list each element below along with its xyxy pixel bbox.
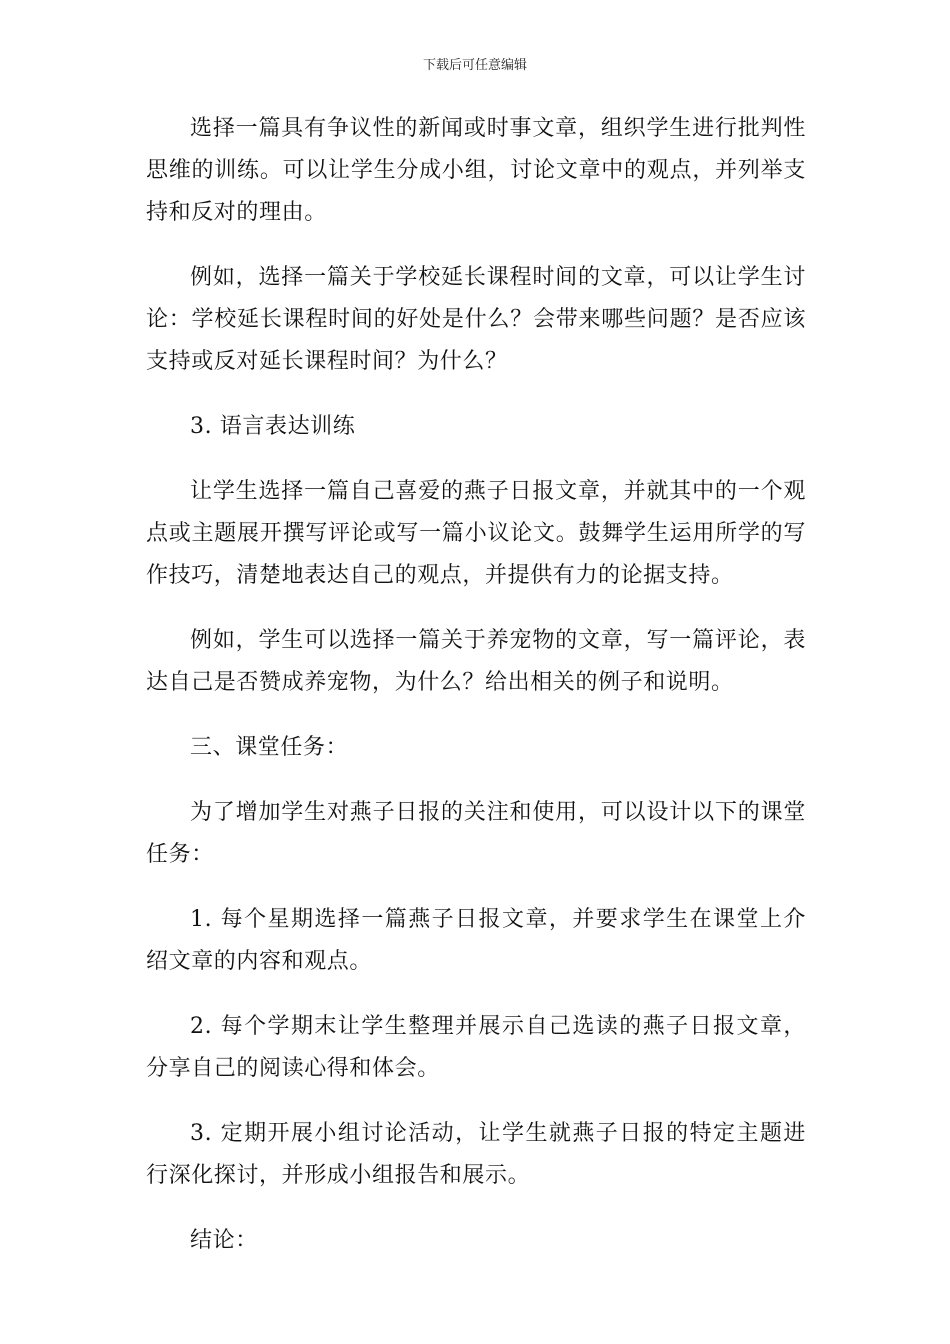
section-heading-language-expression: 3. 语言表达训练 [190, 414, 356, 439]
list-item-task-2: 2. 每个学期末让学生整理并展示自己选读的燕子日报文章，分享自己的阅读心得和体会。 [146, 1014, 806, 1081]
list-item-task-1: 1. 每个星期选择一篇燕子日报文章，并要求学生在课堂上介绍文章的内容和观点。 [146, 907, 806, 974]
page-header: 下载后可任意编辑 [422, 58, 527, 73]
paragraph-classroom-tasks-intro: 为了增加学生对燕子日报的关注和使用，可以设计以下的课堂任务： [146, 800, 806, 867]
list-item-task-3: 3. 定期开展小组讨论活动，让学生就燕子日报的特定主题进行深化探讨，并形成小组报告和展示。 [146, 1121, 806, 1188]
paragraph-critical-thinking: 选择一篇具有争议性的新闻或时事文章，组织学生进行批判性思维的训练。可以让学生分成小组，讨论文章中的观点，并列举支持和反对的理由。 [146, 116, 806, 225]
paragraph-language-expression: 让学生选择一篇自己喜爱的燕子日报文章，并就其中的一个观点或主题展开撰写评论或写一篇小议论文。鼓舞学生运用所学的写作技巧，清楚地表达自己的观点，并提供有力的论据支持。 [146, 479, 806, 588]
document-body [146, 108, 806, 1285]
section-heading-classroom-tasks: 三、课堂任务： [190, 735, 349, 760]
paragraph-example-pets: 例如，学生可以选择一篇关于养宠物的文章，写一篇评论，表达自己是否赞成养宠物，为什么？给出相关的例子和说明。 [146, 628, 806, 695]
paragraph-example-school-hours: 例如，选择一篇关于学校延长课程时间的文章，可以让学生讨论：学校延长课程时间的好处是什么？会带来哪些问题？是否应该支持或反对延长课程时间？为什么？ [146, 265, 806, 374]
section-heading-conclusion: 结论： [190, 1228, 258, 1253]
